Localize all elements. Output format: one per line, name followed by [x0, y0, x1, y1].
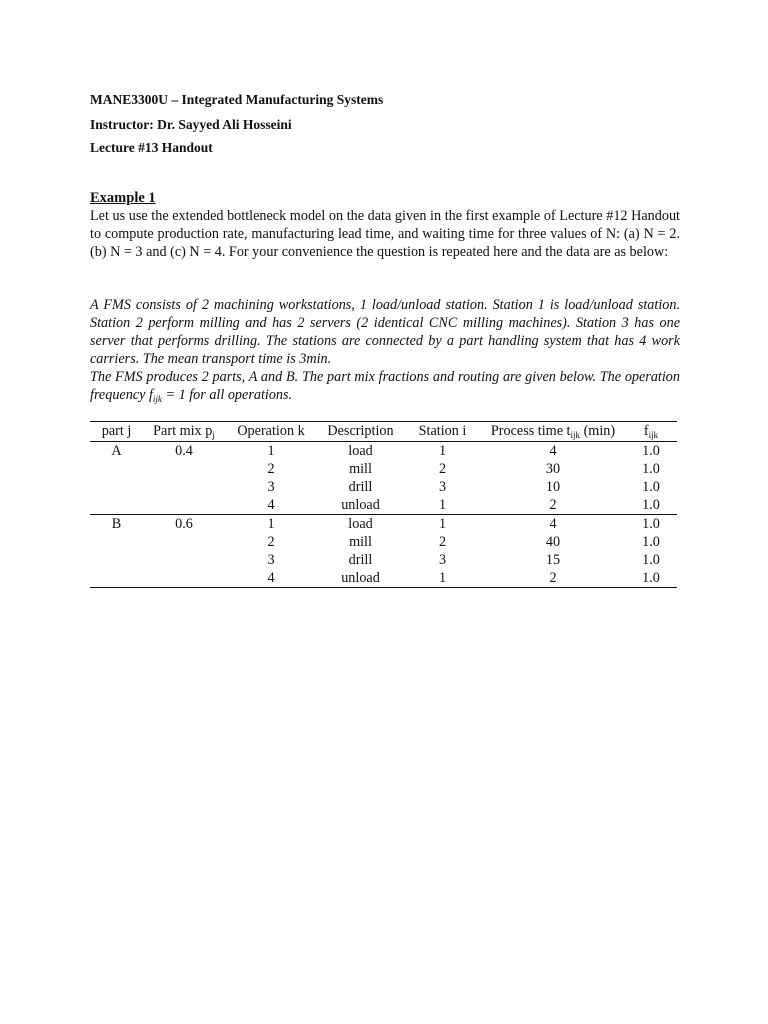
problem-routing-text: The FMS produces 2 parts, A and B. The part mix fractions and routing are given below. The operation frequency $f_{ijk} = 1$ for all operations.	[90, 369, 680, 404]
cell-process-time: 2	[549, 497, 557, 513]
cell-operation: 3	[267, 479, 275, 495]
cell-operation: 1	[225, 515, 317, 534]
header-station: Station i	[404, 422, 481, 442]
header-part-mix: Part mix $p_j$	[143, 422, 225, 442]
cell-process-time: 40	[545, 534, 561, 550]
cell-operation: 2	[267, 461, 275, 477]
cell-mix	[143, 569, 225, 588]
cell-description: mill	[349, 534, 372, 550]
cell-mix	[143, 460, 225, 478]
cell-process-time: 4	[481, 515, 625, 534]
cell-operation: 2	[267, 534, 275, 550]
cell-station: 2	[438, 534, 447, 550]
example-title: Example 1	[90, 190, 156, 206]
course-title: MANE3300U – Integrated Manufacturing Systems	[90, 92, 384, 107]
cell-mix	[143, 478, 225, 496]
cell-part: B	[90, 515, 143, 534]
cell-process-time: 2	[481, 569, 625, 588]
cell-operation: 4	[225, 569, 317, 588]
cell-mix	[143, 533, 225, 551]
cell-operation: 4	[267, 497, 275, 513]
cell-part: A	[111, 443, 122, 459]
part-routing-table	[90, 421, 677, 588]
problem-statement: A FMS consists of 2 machining workstations, 1 load/unload station. Station 1 is load/unload station. Station 2 perform milling and has 2 servers (2 identical CNC milling machines). Station 3 has one server that performs drilling. The stations are connected by a part handling system that has 4 work carriers. The mean transport time is 3min.	[90, 297, 680, 367]
cell-operation: 1	[267, 443, 275, 459]
cell-description: load	[317, 515, 404, 534]
table-row	[90, 569, 677, 588]
table-row	[90, 460, 677, 478]
cell-description: load	[348, 443, 373, 459]
cell-description: unload	[317, 569, 404, 588]
table-row	[90, 442, 677, 461]
cell-station: 3	[438, 479, 447, 495]
instructor-name: Instructor: Dr. Sayyed Ali Hosseini	[90, 117, 292, 132]
cell-process-time: 4	[549, 443, 557, 459]
cell-part	[90, 460, 143, 478]
cell-part	[90, 551, 143, 569]
cell-frequency: 1.0	[642, 479, 660, 495]
cell-part	[90, 569, 143, 588]
cell-station: 3	[438, 552, 447, 568]
header-frequency: $f_{ijk}$	[625, 422, 677, 442]
header-part: part j	[90, 422, 143, 442]
cell-process-time: 10	[545, 479, 561, 495]
table-row	[90, 551, 677, 569]
cell-frequency: 1.0	[642, 534, 660, 550]
cell-mix: 0.6	[143, 515, 225, 534]
cell-frequency: 1.0	[642, 443, 660, 459]
cell-part	[90, 533, 143, 551]
cell-description: drill	[348, 552, 373, 568]
lecture-title: Lecture #13 Handout	[90, 140, 213, 155]
table-header-row	[90, 422, 677, 442]
example-intro: Let us use the extended bottleneck model on the data given in the first example of Lecture #12 Handout to compute production rate, manufacturing lead time, and waiting time for three values of N: (a) N = 2. (b) N = 3 and (c) N = 4. For your convenience the question is repeated here and the data are as below:	[90, 208, 680, 260]
cell-station: 1	[438, 497, 447, 513]
cell-description: mill	[349, 461, 372, 477]
cell-mix	[143, 551, 225, 569]
cell-frequency: 1.0	[625, 515, 677, 534]
cell-process-time: 30	[545, 461, 561, 477]
cell-station: 1	[404, 569, 481, 588]
cell-frequency: 1.0	[642, 552, 660, 568]
cell-frequency: 1.0	[642, 497, 660, 513]
table-row	[90, 496, 677, 515]
cell-station: 2	[438, 461, 447, 477]
table-row	[90, 478, 677, 496]
cell-description: drill	[348, 479, 373, 495]
cell-part	[90, 496, 143, 515]
table-row	[90, 515, 677, 534]
header-process-time: Process time $t_{ijk}$ (min)	[481, 422, 625, 442]
cell-process-time: 15	[545, 552, 561, 568]
header-operation: Operation k	[225, 422, 317, 442]
table-row	[90, 533, 677, 551]
cell-description: unload	[341, 497, 380, 513]
cell-frequency: 1.0	[642, 461, 660, 477]
cell-operation: 3	[267, 552, 275, 568]
cell-mix: 0.4	[175, 443, 193, 459]
cell-frequency: 1.0	[625, 569, 677, 588]
cell-station: 1	[404, 515, 481, 534]
header-description: Description	[317, 422, 404, 442]
cell-part	[90, 478, 143, 496]
cell-station: 1	[438, 443, 447, 459]
cell-mix	[143, 496, 225, 515]
